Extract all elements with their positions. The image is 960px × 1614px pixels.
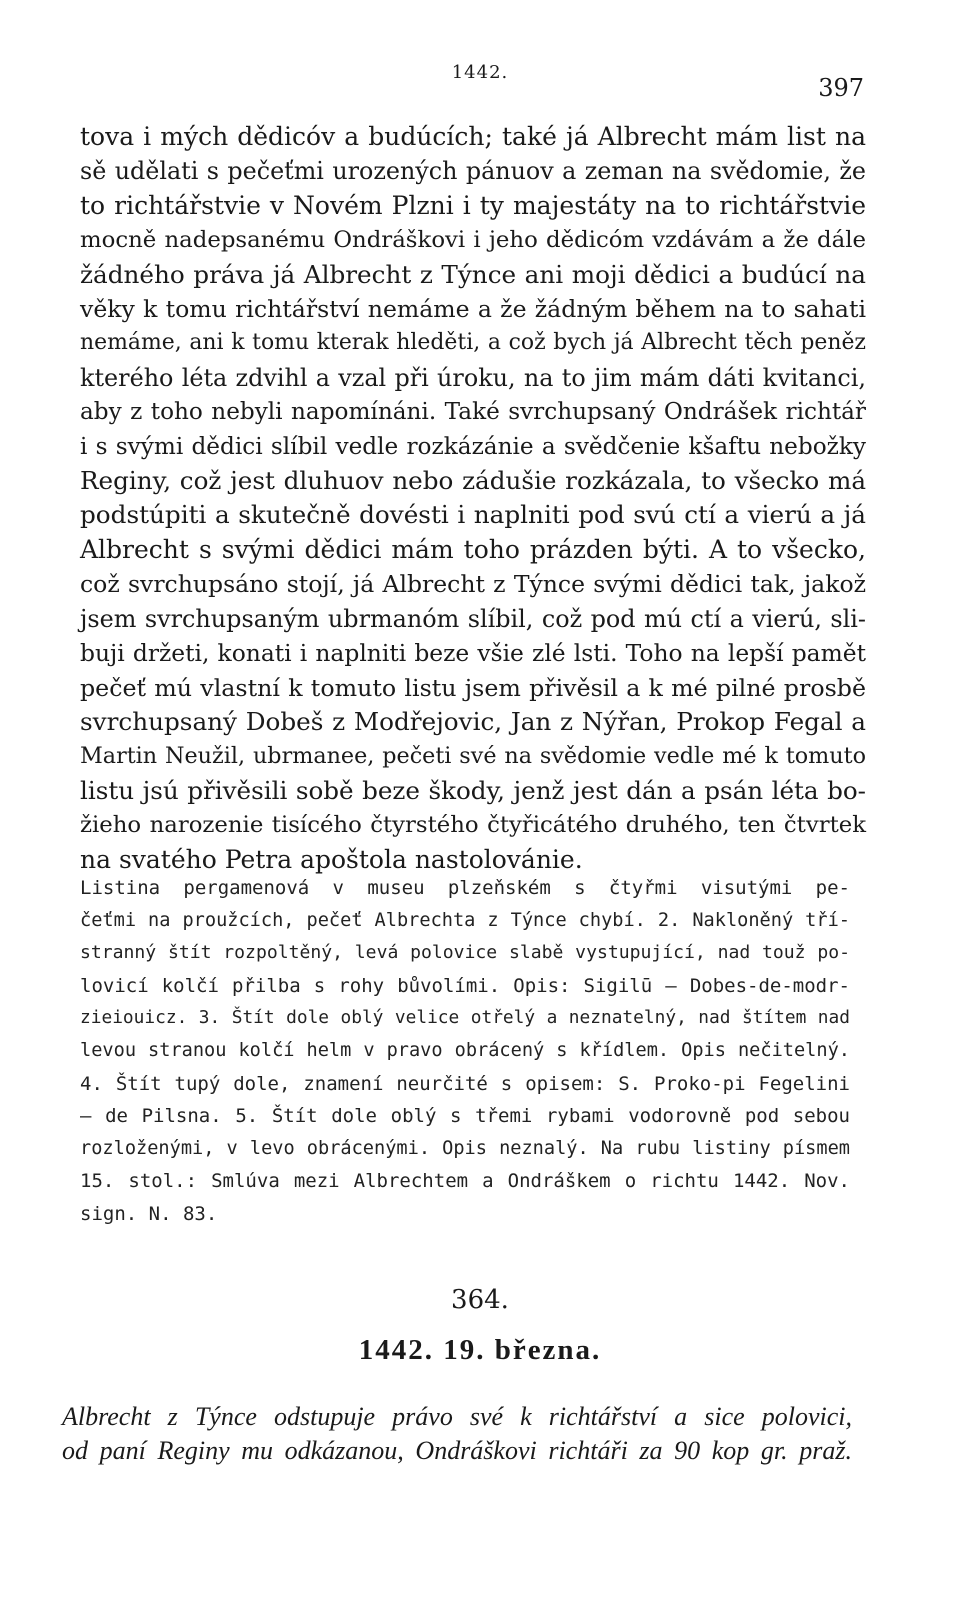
body-line: žieho narozenie tisícého čtyrstého čtyřicátého druhého, ten čtvrtek: [80, 812, 866, 839]
note-line: zieiouicz. 3. Štít dole oblý velice otřelý a neznatelný, nad štítem nad: [80, 1007, 850, 1029]
body-line: podstúpiti a skutečně dovésti i naplniti pod svú ctí a vierú a já: [80, 500, 866, 530]
body-line: mocně nadepsanému Ondráškovi i jeho dědicóm vzdávám a že dále: [80, 227, 866, 254]
body-line: to richtářstvie v Novém Plzni i ty majestáty na to richtářstvie: [80, 190, 866, 220]
note-line: sign. N. 83.: [80, 1202, 218, 1225]
body-line: což svrchupsáno stojí, já Albrecht z Týnce svými dědici tak, jakož: [80, 570, 866, 599]
note-line: 15. stol.: Smlúva mezi Albrechtem a Ondráškem o richtu 1442. Nov.: [80, 1170, 850, 1193]
body-line: žádného práva já Albrecht z Týnce ani moji dědici a budúcí na: [80, 259, 866, 289]
page-number: 397: [818, 74, 864, 102]
note-line: stranný štít rozpoltěný, levá polovice slabě vystupující, nad touž po-: [80, 942, 850, 964]
body-line: svrchupsaný Dobeš z Modřejovic, Jan z Nýřan, Prokop Fegal a: [80, 706, 866, 736]
body-line: buji držeti, konati i naplniti beze všie zlé lsti. Toho na lepší pamět: [80, 639, 866, 668]
body-line: nemáme, ani k tomu kterak hleděti, a což bych já Albrecht těch peněz: [80, 330, 866, 356]
note-line: lovicí kolčí přilba s rohy bůvolími. Opis: Sigilū — Dobes-de-modr-: [80, 974, 850, 997]
document-date-heading: 1442. 19. března.: [358, 1334, 602, 1366]
note-line: levou stranou kolčí helm v pravo obrácený s křídlem. Opis nečitelný.: [80, 1039, 850, 1061]
body-line: i s svými dědici slíbil vedle rozkázánie a svědčenie kšaftu nebožky: [80, 432, 866, 460]
document-number: 364.: [451, 1285, 509, 1315]
body-line: kterého léta zdvihl a vzal při úroku, na to jim mám dáti kvitanci,: [80, 363, 866, 392]
body-line: Albrecht s svými dědici mám toho prázden býti. A to všecko,: [80, 534, 866, 564]
note-line: 4. Štít tupý dole, znamení neurčité s opisem: S. Proko-pi Fegelini: [80, 1072, 850, 1095]
body-line: věky k tomu richtářství nemáme a že žádným během na to sahati: [80, 295, 866, 324]
body-line: tova i mých dědicóv a budúcích; také já Albrecht mám list na: [80, 122, 866, 151]
body-line: Reginy, což jest dluhuov nebo zádušie rozkázala, to všecko má: [80, 466, 866, 496]
body-line: jsem svrchupsaným ubrmanóm slíbil, což pod mú ctí a vierú, sli-: [80, 604, 866, 633]
body-line: listu jsú přivěsili sobě beze škody, jenž jest dán a psán léta bo-: [80, 775, 866, 805]
running-header-year: 1442.: [451, 62, 509, 83]
charter-body-text: [80, 120, 866, 877]
body-line: sě udělati s pečeťmi urozených pánuov a zeman na svědomie, že: [80, 157, 866, 186]
archival-note: [80, 872, 850, 1231]
note-line: — de Pilsna. 5. Štít dole oblý s třemi rybami vodorovně pod sebou: [80, 1105, 850, 1128]
note-line: rozloženými, v levo obrácenými. Opis neznalý. Na rubu listiny písmem: [80, 1137, 850, 1159]
body-line: Martin Neužil, ubrmanee, pečeti své na svědomie vedle mé k tomuto: [80, 743, 866, 770]
body-line: na svatého Petra apoštola nastolovánie.: [80, 844, 583, 874]
document-summary: [62, 1400, 852, 1468]
summary-line: Albrecht z Týnce odstupuje právo své k richtářství a sice polovici,: [62, 1402, 852, 1431]
summary-line: od paní Reginy mu odkázanou, Ondráškovi richtáři za 90 kop gr. praž.: [62, 1436, 852, 1465]
note-line: čeťmi na proužcích, pečeť Albrechta z Týnce chybí. 2. Nakloněný tří-: [80, 909, 850, 931]
body-line: pečeť mú vlastní k tomuto listu jsem přivěsil a k mé pilné prosbě: [80, 673, 866, 702]
note-line: Listina pergamenová v museu plzeňském s čtyřmi visutými pe-: [80, 877, 850, 899]
body-line: aby z toho nebyli napomínáni. Také svrchupsaný Ondrášek richtář: [80, 399, 866, 426]
